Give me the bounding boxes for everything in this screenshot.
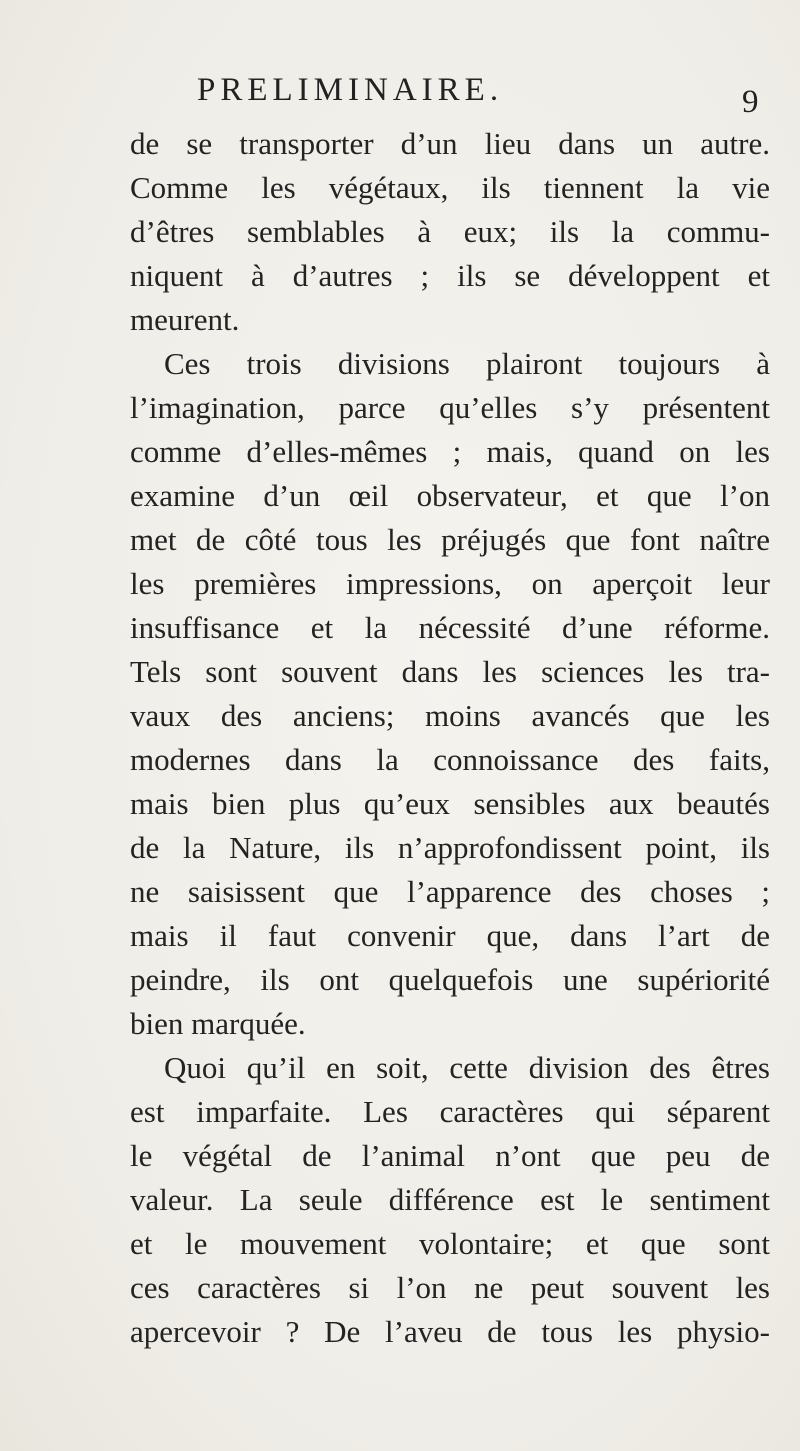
text-line: et le mouvement volontaire; et que sont xyxy=(130,1226,770,1261)
text-line: vaux des anciens; moins avancés que les xyxy=(130,698,770,733)
text-line: les premières impressions, on aperçoit leur xyxy=(130,566,770,601)
text-line: mais il faut convenir que, dans l’art de xyxy=(130,918,770,953)
text-line: de se transporter d’un lieu dans un autre. xyxy=(130,126,770,161)
text-line: met de côté tous les préjugés que font naître xyxy=(130,522,770,557)
text-line: valeur. La seule différence est le sentiment xyxy=(130,1182,770,1217)
text-line: d’êtres semblables à eux; ils la commu- xyxy=(130,214,770,249)
text-line: apercevoir ? De l’aveu de tous les physio- xyxy=(130,1314,770,1349)
text-line: meurent. xyxy=(130,302,240,337)
page-header xyxy=(0,72,800,122)
running-title: PRELIMINAIRE. xyxy=(197,72,504,108)
text-line: insuffisance et la nécessité d’une réforme. xyxy=(130,610,770,645)
text-line: modernes dans la connoissance des faits, xyxy=(130,742,770,777)
text-line: de la Nature, ils n’approfondissent point, ils xyxy=(130,830,770,865)
text-line: mais bien plus qu’eux sensibles aux beautés xyxy=(130,786,770,821)
paragraph-start: Ces trois divisions plairont toujours à xyxy=(164,346,770,381)
text-line: le végétal de l’animal n’ont que peu de xyxy=(130,1138,770,1173)
text-line: Comme les végétaux, ils tiennent la vie xyxy=(130,170,770,205)
text-line: niquent à d’autres ; ils se développent et xyxy=(130,258,770,293)
paragraph-start: Quoi qu’il en soit, cette division des êtres xyxy=(164,1050,770,1085)
text-line: bien marquée. xyxy=(130,1006,306,1041)
page-number: 9 xyxy=(742,84,759,120)
text-line: examine d’un œil observateur, et que l’on xyxy=(130,478,770,513)
text-line: ne saisissent que l’apparence des choses ; xyxy=(130,874,770,909)
text-line: peindre, ils ont quelquefois une supériorité xyxy=(130,962,770,997)
text-line: Tels sont souvent dans les sciences les tra- xyxy=(130,654,770,689)
text-line: l’imagination, parce qu’elles s’y présentent xyxy=(130,390,770,425)
text-line: est imparfaite. Les caractères qui séparent xyxy=(130,1094,770,1129)
text-line: ces caractères si l’on ne peut souvent les xyxy=(130,1270,770,1305)
text-line: comme d’elles-mêmes ; mais, quand on les xyxy=(130,434,770,469)
